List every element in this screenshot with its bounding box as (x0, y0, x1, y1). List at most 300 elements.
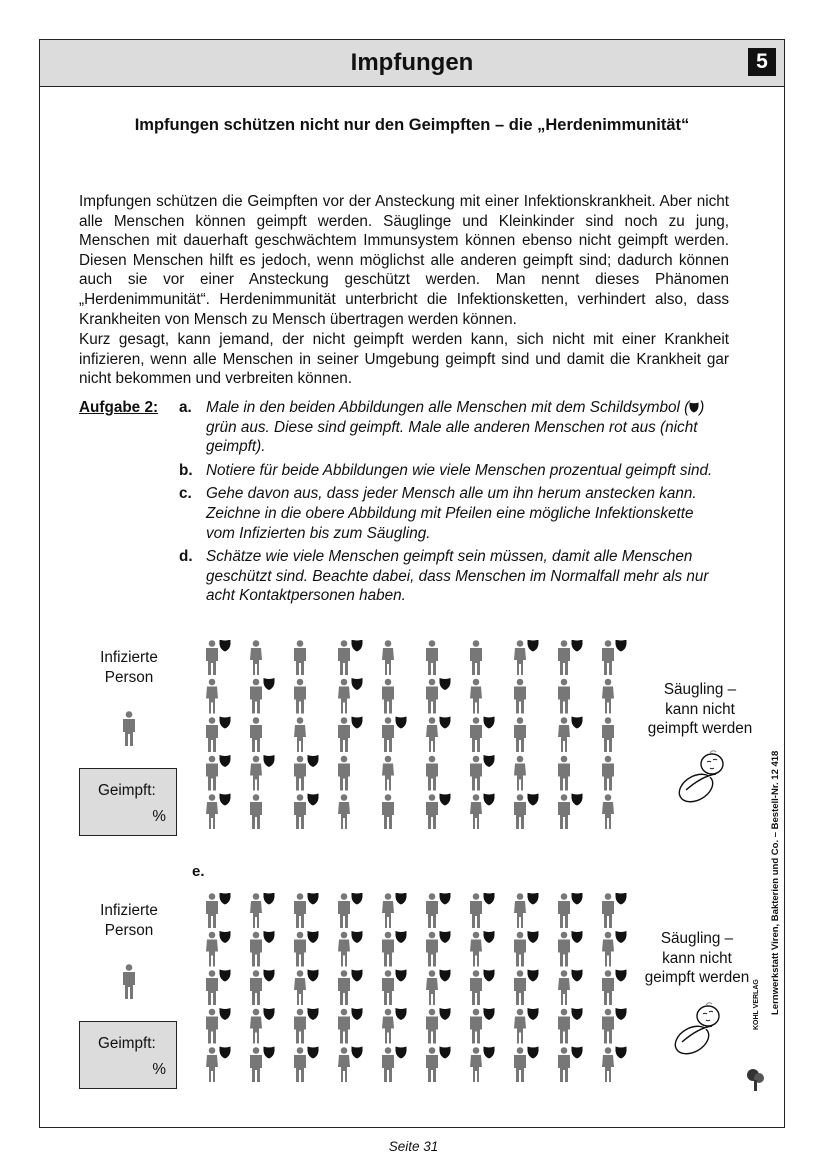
shield-icon (572, 893, 583, 905)
person-icon (514, 640, 526, 675)
shield-icon (396, 717, 407, 729)
person-icon (382, 932, 394, 967)
vaccinated-person (338, 717, 363, 753)
person-icon (602, 717, 614, 752)
vaccinated-person (206, 1047, 231, 1083)
person-icon (514, 717, 526, 752)
person-icon (294, 794, 306, 829)
shield-icon (572, 717, 583, 729)
person-icon (294, 1009, 306, 1044)
person (250, 794, 262, 829)
person (558, 679, 570, 714)
vaccinated-person (558, 794, 583, 830)
person-icon (206, 794, 218, 829)
task-item-c: c. Gehe davon aus, dass jeder Mensch alle um ihn herum anstecken kann. Zeichne in die obere Abbildung mit Pfeilen eine mögliche Infektionskette vom Infizierten bis zum Säugling. (179, 485, 697, 542)
shield-icon (264, 678, 275, 690)
shield-icon (220, 931, 231, 943)
person (382, 640, 394, 675)
task-item-b: b. Notiere für beide Abbildungen wie viele Menschen prozentual geimpft sind. (179, 461, 713, 479)
shield-icon (440, 1047, 451, 1059)
person-icon (514, 932, 526, 967)
person (514, 679, 526, 714)
vaccinated-person (558, 931, 583, 967)
person (514, 717, 526, 752)
person-icon (250, 717, 262, 752)
person-icon (206, 717, 218, 752)
vaccinated-person (514, 893, 539, 928)
person (514, 756, 526, 791)
shield-icon (616, 1047, 627, 1059)
shield-icon (616, 640, 627, 652)
vaccinated-person (602, 640, 627, 675)
person-icon (338, 679, 350, 714)
person (426, 640, 438, 675)
shield-icon (484, 893, 495, 905)
person (426, 756, 438, 791)
vaccinated-person (470, 1008, 495, 1044)
person-icon (514, 756, 526, 791)
shield-icon (264, 755, 275, 767)
person-icon (426, 756, 438, 791)
shield-icon (528, 970, 539, 982)
vaccinated-person (250, 893, 275, 928)
shield-icon (220, 717, 231, 729)
person-icon (206, 1009, 218, 1044)
shield-icon (264, 1047, 275, 1059)
vaccinated-person (338, 1047, 363, 1083)
person-icon (382, 1009, 394, 1044)
vaccinated-person (426, 931, 451, 967)
infected-person-icon (122, 711, 136, 747)
side-reference-text: Lernwerkstatt Viren, Bakterien und Co. – Bestell-Nr. 12 418 (770, 750, 781, 1015)
vaccinated-person (206, 893, 231, 928)
person-icon (338, 970, 350, 1005)
person-icon (206, 640, 218, 675)
vaccinated-person (426, 1047, 451, 1083)
vaccinated-person (602, 931, 627, 967)
population-grid (205, 893, 635, 1083)
vaccinated-person (250, 678, 275, 714)
person-icon (382, 794, 394, 829)
vaccinated-person (382, 931, 407, 967)
person-icon (602, 1047, 614, 1082)
vaccinated-person (382, 1047, 407, 1083)
vaccinated-person (338, 931, 363, 967)
vaccinated-person (558, 1008, 583, 1044)
vaccinated-person (294, 1008, 319, 1044)
shield-icon (352, 717, 363, 729)
person-icon (558, 756, 570, 791)
vaccinated-person (338, 1008, 363, 1044)
population-grid-svg (205, 640, 635, 830)
person-icon (382, 1047, 394, 1082)
person-icon (382, 640, 394, 675)
vaccinated-person (470, 893, 495, 928)
figure-2-label: e. (192, 863, 205, 880)
vaccinated-person (426, 970, 451, 1006)
shield-icon (484, 931, 495, 943)
person-icon (470, 640, 482, 675)
shield-icon (616, 970, 627, 982)
person-icon (426, 717, 438, 752)
shield-icon (220, 970, 231, 982)
shield-icon (528, 640, 539, 652)
vaccinated-person (426, 1008, 451, 1044)
baby-icon (670, 1000, 730, 1058)
person-icon (294, 893, 306, 928)
person-icon (426, 794, 438, 829)
person (382, 794, 394, 829)
person-icon (558, 717, 570, 752)
shield-icon (484, 717, 495, 729)
vaccinated-person (294, 970, 319, 1006)
person-icon (294, 1047, 306, 1082)
shield-icon (484, 755, 495, 767)
person-icon (602, 932, 614, 967)
vaccinated-person (338, 640, 363, 675)
vaccinated-person (338, 893, 363, 928)
person (602, 794, 614, 829)
vaccinated-person (514, 931, 539, 967)
person-icon (206, 893, 218, 928)
shield-icon (572, 794, 583, 806)
shield-icon (396, 970, 407, 982)
person-icon (250, 932, 262, 967)
population-grid-svg (205, 893, 635, 1083)
person-icon (602, 1009, 614, 1044)
vaccinated-box: Geimpft: % (79, 1021, 177, 1089)
person-icon (602, 794, 614, 829)
vaccinated-person (206, 755, 231, 791)
vaccinated-person (602, 1008, 627, 1044)
vaccinated-person (250, 1008, 275, 1044)
person-icon (338, 756, 350, 791)
person (602, 717, 614, 752)
person-icon (294, 640, 306, 675)
shield-icon (396, 1008, 407, 1020)
person-icon (426, 1009, 438, 1044)
vaccinated-person (206, 970, 231, 1006)
shield-icon (528, 1008, 539, 1020)
vaccinated-person (514, 1047, 539, 1083)
person-icon (514, 893, 526, 928)
person-icon (206, 756, 218, 791)
person (470, 640, 482, 675)
vaccinated-person (294, 755, 319, 791)
shield-icon (396, 931, 407, 943)
shield-icon (440, 931, 451, 943)
vaccinated-person (426, 678, 451, 714)
person-icon (514, 970, 526, 1005)
vaccinated-person (382, 970, 407, 1006)
shield-icon (352, 640, 363, 652)
person-icon (602, 756, 614, 791)
person-icon (426, 679, 438, 714)
vaccinated-person (558, 1047, 583, 1083)
vaccinated-person (470, 717, 495, 753)
infected-person-icon (122, 964, 136, 1000)
person (294, 640, 306, 675)
shield-icon (308, 1008, 319, 1020)
person-icon (426, 1047, 438, 1082)
person-icon (338, 893, 350, 928)
person-icon (470, 1047, 482, 1082)
person-icon (382, 717, 394, 752)
person (250, 640, 262, 675)
person-icon (382, 679, 394, 714)
person-icon (206, 1047, 218, 1082)
person-icon (250, 893, 262, 928)
vaccinated-person (470, 1047, 495, 1083)
vaccinated-person (558, 717, 583, 753)
shield-icon (220, 640, 231, 652)
shield-icon (308, 970, 319, 982)
page-number: Seite 31 (388, 1139, 439, 1154)
shield-icon (308, 893, 319, 905)
vaccinated-person (338, 678, 363, 714)
vaccinated-person (294, 1047, 319, 1083)
task-label: Aufgabe 2: (79, 399, 159, 416)
baby-label: Säugling – kann nicht geimpft werden (644, 930, 750, 987)
person-icon (382, 970, 394, 1005)
vaccinated-person (470, 794, 495, 830)
shield-icon (264, 970, 275, 982)
shield-icon (440, 794, 451, 806)
person-icon (426, 640, 438, 675)
shield-icon (352, 970, 363, 982)
person-icon (602, 893, 614, 928)
person-icon (558, 1009, 570, 1044)
person-icon (470, 794, 482, 829)
person-icon (470, 679, 482, 714)
shield-icon (264, 1008, 275, 1020)
person-icon (338, 1009, 350, 1044)
shield-icon (352, 1047, 363, 1059)
person (382, 679, 394, 714)
infected-label: Infizierte Person (100, 649, 158, 686)
person-icon (426, 932, 438, 967)
shield-icon (484, 1008, 495, 1020)
person-icon (558, 970, 570, 1005)
person (338, 794, 350, 829)
person-icon (294, 970, 306, 1005)
person-icon (602, 640, 614, 675)
person-icon (250, 794, 262, 829)
shield-icon (616, 1008, 627, 1020)
shield-icon (616, 893, 627, 905)
shield-icon (440, 1008, 451, 1020)
person-icon (514, 1047, 526, 1082)
person-icon (558, 640, 570, 675)
shield-icon (440, 893, 451, 905)
person-icon (426, 893, 438, 928)
person (558, 756, 570, 791)
shield-icon (484, 970, 495, 982)
person-icon (470, 970, 482, 1005)
vaccinated-person (426, 893, 451, 928)
shield-icon (572, 1008, 583, 1020)
shield-icon (484, 794, 495, 806)
person (602, 756, 614, 791)
shield-icon (220, 794, 231, 806)
shield-icon (689, 402, 699, 413)
person-icon (514, 679, 526, 714)
person-icon (558, 679, 570, 714)
vaccinated-person (470, 755, 495, 791)
vaccinated-person (206, 931, 231, 967)
vaccinated-person (470, 970, 495, 1006)
vaccinated-person (426, 794, 451, 830)
shield-icon (220, 1008, 231, 1020)
shield-icon (308, 1047, 319, 1059)
vaccinated-person (426, 717, 451, 753)
shield-icon (528, 931, 539, 943)
shield-icon (264, 931, 275, 943)
vaccinated-person (250, 755, 275, 791)
vaccinated-person (250, 1047, 275, 1083)
person-icon (338, 640, 350, 675)
person-icon (250, 679, 262, 714)
shield-icon (308, 755, 319, 767)
vaccinated-person (206, 1008, 231, 1044)
shield-icon (528, 893, 539, 905)
person-icon (602, 970, 614, 1005)
person-icon (206, 970, 218, 1005)
person-icon (382, 893, 394, 928)
person-icon (294, 679, 306, 714)
shield-icon (396, 893, 407, 905)
person-icon (514, 794, 526, 829)
person-icon (294, 756, 306, 791)
shield-icon (220, 755, 231, 767)
baby-label: Säugling – kann nicht geimpft werden (647, 681, 753, 738)
person-icon (206, 932, 218, 967)
shield-icon (264, 893, 275, 905)
page-title: Impfungen (350, 49, 474, 76)
person (250, 717, 262, 752)
shield-icon (220, 1047, 231, 1059)
shield-icon (308, 931, 319, 943)
person-icon (382, 756, 394, 791)
shield-icon (352, 931, 363, 943)
person (206, 679, 218, 714)
vaccinated-person (382, 893, 407, 928)
vaccinated-person (338, 970, 363, 1006)
person (338, 756, 350, 791)
person-icon (558, 893, 570, 928)
tree-logo-icon (745, 1066, 767, 1092)
person-icon (558, 794, 570, 829)
person-icon (470, 1009, 482, 1044)
publisher-logo-text: KOHL VERLAG (753, 979, 760, 1030)
vaccinated-person (514, 640, 539, 675)
vaccinated-person (206, 794, 231, 830)
person-icon (514, 1009, 526, 1044)
shield-icon (572, 640, 583, 652)
shield-icon (528, 1047, 539, 1059)
vaccinated-person (294, 893, 319, 928)
vaccinated-person (602, 1047, 627, 1083)
vaccinated-person (558, 893, 583, 928)
vaccinated-person (558, 640, 583, 675)
vaccinated-person (514, 794, 539, 830)
vaccinated-person (250, 970, 275, 1006)
person-icon (470, 893, 482, 928)
task-item-a: a. Male in den beiden Abbildungen alle Menschen mit dem Schildsymbol ( ) grün aus. Diese sind geimpft. Male alle anderen Menschen rot aus (nicht geimpft). (179, 399, 705, 456)
shield-icon (528, 794, 539, 806)
person-icon (558, 932, 570, 967)
person (602, 679, 614, 714)
person (382, 756, 394, 791)
baby-icon (674, 748, 734, 806)
shield-icon (352, 893, 363, 905)
summary-paragraph: Kurz gesagt, kann jemand, der nicht geimpft werden kann, sich nicht mit einer Krankheit infizieren, wenn alle Menschen in seiner Umgebung geimpft sind und damit die Krankheit gar nicht bekommen und verbreiten können. (79, 331, 729, 388)
person-icon (338, 717, 350, 752)
shield-icon (220, 893, 231, 905)
person-icon (338, 794, 350, 829)
shield-icon (572, 970, 583, 982)
vaccinated-person (206, 640, 231, 675)
person-icon (250, 640, 262, 675)
shield-icon (440, 970, 451, 982)
shield-icon (572, 931, 583, 943)
shield-icon (440, 717, 451, 729)
shield-icon (572, 1047, 583, 1059)
shield-icon (396, 1047, 407, 1059)
person-icon (338, 1047, 350, 1082)
person-icon (470, 717, 482, 752)
person-icon (470, 932, 482, 967)
shield-icon (352, 1008, 363, 1020)
population-grid (205, 640, 635, 830)
vaccinated-person (470, 931, 495, 967)
person-icon (294, 932, 306, 967)
vaccinated-person (558, 970, 583, 1006)
person-icon (206, 679, 218, 714)
shield-icon (616, 931, 627, 943)
vaccinated-person (206, 717, 231, 753)
person-icon (250, 756, 262, 791)
person (294, 717, 306, 752)
subtitle: Impfungen schützen nicht nur den Geimpften – die „Herdenimmunität“ (134, 116, 690, 134)
person-icon (602, 679, 614, 714)
intro-paragraph: Impfungen schützen die Geimpften vor der Ansteckung mit einer Infektionskrankheit. Aber nicht alle Menschen können geimpft werden. Säuglinge und Kleinkinder sind noch zu jung, Menschen mit dauerhaft geschwächtem Immunsystem können ebenso nicht geimpft werden. Diesen Menschen hilft es jedoch, wenn möglichst alle anderen geimpft sind; dadurch können auch sie vor einer Ansteckung geschützt werden. Man nennt dieses Phänomen „Herdenimmunität“. Herdenimmunität unterbricht die Infektionsketten, verhindert also, dass Krankheiten von Mensch zu Mensch übertragen werden können. (79, 193, 729, 328)
vaccinated-person (382, 717, 407, 753)
person (294, 679, 306, 714)
shield-icon (440, 678, 451, 690)
person-icon (558, 1047, 570, 1082)
person-icon (250, 1047, 262, 1082)
vaccinated-person (602, 893, 627, 928)
person-icon (470, 756, 482, 791)
vaccinated-person (382, 1008, 407, 1044)
infected-label: Infizierte Person (100, 902, 158, 939)
vaccinated-person (294, 794, 319, 830)
task-item-d: d. Schätze wie viele Menschen geimpft sein müssen, damit alle Menschen geschützt sind. Beachte dabei, dass Menschen im Normalfall mehr als nur acht Kontaktpersonen haben. (179, 548, 709, 605)
person-icon (426, 970, 438, 1005)
shield-icon (352, 678, 363, 690)
shield-icon (308, 794, 319, 806)
person-icon (250, 1009, 262, 1044)
vaccinated-person (514, 970, 539, 1006)
person-icon (250, 970, 262, 1005)
vaccinated-box: Geimpft: % (79, 768, 177, 836)
vaccinated-person (250, 931, 275, 967)
chapter-number: 5 (748, 48, 776, 76)
person-icon (338, 932, 350, 967)
shield-icon (484, 1047, 495, 1059)
vaccinated-person (602, 970, 627, 1006)
